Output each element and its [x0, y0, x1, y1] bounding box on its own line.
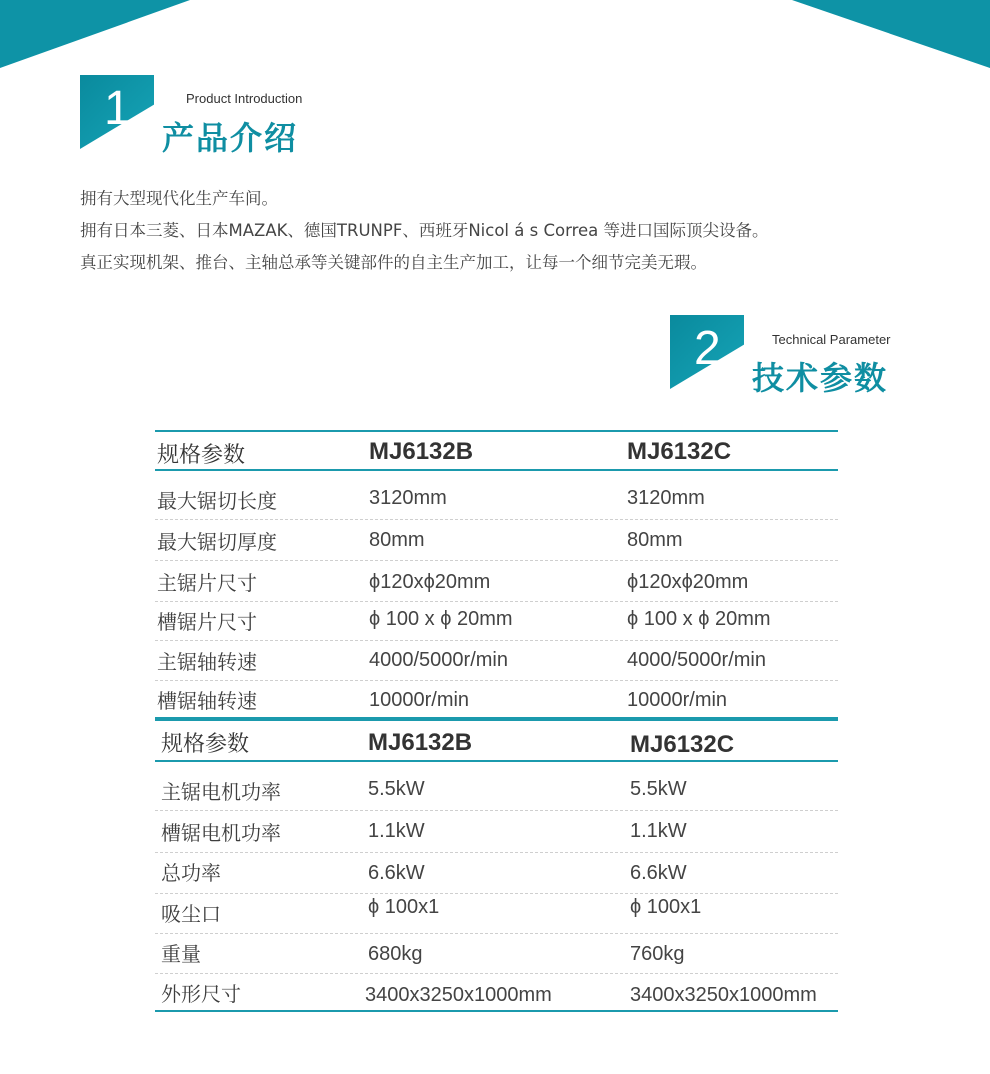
row-value-c: ϕ120xϕ20mm — [627, 571, 749, 593]
row-value-c: 3400x3250x1000mm — [630, 984, 817, 1006]
header-model-b: MJ6132B — [368, 729, 473, 756]
row-value-b: 3120mm — [369, 487, 447, 509]
row-value-b: ϕ 100x1 — [368, 896, 440, 918]
row-value-b: 10000r/min — [369, 689, 470, 711]
row-value-c: 6.6kW — [630, 862, 687, 884]
table-row — [155, 561, 838, 602]
row-value-c: 80mm — [627, 529, 683, 551]
row-label: 槽锯片尺寸 — [157, 610, 257, 634]
row-label: 重量 — [161, 942, 201, 966]
table-row — [155, 602, 838, 641]
row-label: 主锯电机功率 — [161, 780, 281, 804]
row-value-b: 5.5kW — [368, 778, 425, 800]
header-spec-param: 规格参数 — [157, 443, 246, 468]
header-model-c: MJ6132C — [630, 731, 735, 758]
section-title-en: Product Introduction — [186, 91, 303, 106]
row-value-c: 3120mm — [627, 487, 705, 509]
header-spec-param: 规格参数 — [161, 732, 250, 757]
corner-decoration-left — [0, 0, 190, 68]
section-header-technical-parameter — [670, 315, 910, 395]
table-bottom-rule — [155, 1010, 838, 1012]
header-model-b: MJ6132B — [369, 438, 474, 465]
row-label: 槽锯电机功率 — [161, 821, 281, 845]
row-value-b: ϕ120xϕ20mm — [369, 571, 491, 593]
table-row — [155, 974, 838, 1010]
row-value-b: ϕ 100 x ϕ 20mm — [369, 608, 513, 630]
table-row — [155, 471, 838, 520]
row-value-c: 5.5kW — [630, 778, 687, 800]
spec-table-motor — [155, 717, 838, 1012]
table-row — [155, 681, 838, 719]
section-number: 2 — [694, 322, 721, 375]
table-row — [155, 853, 838, 894]
row-value-b: 1.1kW — [368, 820, 425, 842]
table-row — [155, 894, 838, 934]
table-row — [155, 641, 838, 681]
row-label: 总功率 — [161, 861, 221, 885]
corner-decoration-right — [792, 0, 990, 68]
table-row — [155, 811, 838, 853]
row-value-c: 760kg — [630, 943, 685, 965]
intro-line: 拥有大型现代化生产车间。 — [80, 189, 278, 208]
row-label: 最大锯切厚度 — [157, 530, 277, 554]
table-row — [155, 520, 838, 561]
table-row — [155, 934, 838, 974]
section-title-cn: 产品介绍 — [162, 119, 299, 157]
section-title-en: Technical Parameter — [772, 332, 891, 347]
row-value-b: 80mm — [369, 529, 425, 551]
row-label: 槽锯轴转速 — [157, 689, 257, 713]
intro-line: 真正实现机架、推台、主轴总承等关键部件的自主生产加工，让每一个细节完美无瑕。 — [80, 253, 707, 272]
table-row — [155, 762, 838, 811]
row-value-c: 1.1kW — [630, 820, 687, 842]
row-value-b: 4000/5000r/min — [369, 649, 508, 671]
row-label: 外形尺寸 — [161, 982, 241, 1006]
row-value-c: ϕ 100 x ϕ 20mm — [627, 608, 771, 630]
spec-table-saw — [155, 430, 838, 721]
row-value-c: 10000r/min — [627, 689, 728, 711]
section-number: 1 — [104, 82, 131, 135]
table-header-row — [155, 430, 838, 471]
header-model-c: MJ6132C — [627, 438, 732, 465]
intro-line: 拥有日本三菱、日本MAZAK、德国TRUNPF、西班牙Nicol á s Correa 等进口国际顶尖设备。 — [80, 221, 769, 240]
row-label: 主锯轴转速 — [157, 650, 257, 674]
row-value-b: 3400x3250x1000mm — [365, 984, 552, 1006]
row-label: 最大锯切长度 — [157, 489, 277, 513]
table-header-row — [155, 717, 838, 762]
section-header-product-introduction — [80, 75, 320, 155]
row-value-c: ϕ 100x1 — [630, 896, 702, 918]
row-value-b: 6.6kW — [368, 862, 425, 884]
row-label: 吸尘口 — [161, 902, 221, 926]
section-title-cn: 技术参数 — [752, 359, 889, 397]
row-label: 主锯片尺寸 — [157, 571, 257, 595]
row-value-b: 680kg — [368, 943, 423, 965]
row-value-c: 4000/5000r/min — [627, 649, 766, 671]
product-intro-text — [80, 183, 960, 279]
